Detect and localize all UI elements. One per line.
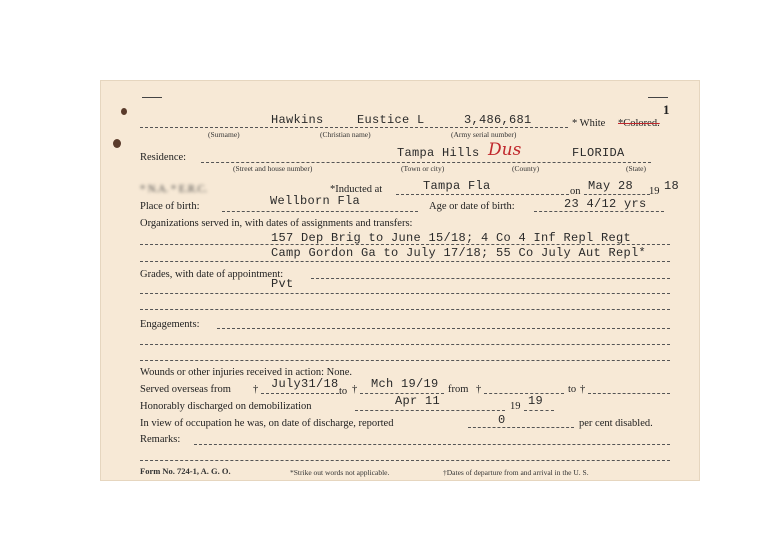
engagements-rule-2 bbox=[140, 344, 670, 345]
remarks-rule-1 bbox=[194, 444, 670, 445]
top-rule-right bbox=[648, 97, 668, 98]
age-line bbox=[534, 211, 664, 212]
caption-serial: (Army serial number) bbox=[451, 130, 517, 139]
form-number: Form No. 724-1, A. G. O. bbox=[140, 466, 231, 476]
serial-number-value: 3,486,681 bbox=[464, 113, 532, 127]
wounds-label: Wounds or other injuries received in action: None. bbox=[140, 367, 353, 378]
engagements-label: Engagements: bbox=[140, 319, 200, 330]
birth-line bbox=[222, 211, 418, 212]
birth-place-value: Wellborn Fla bbox=[270, 194, 361, 208]
residence-line bbox=[201, 162, 651, 163]
footnote-strike: *Strike out words not applicable. bbox=[290, 468, 390, 477]
disability-label: In view of occupation he was, on date of discharge, reported bbox=[140, 418, 394, 429]
overseas-dagger-2: † bbox=[352, 384, 358, 395]
discharge-label: Honorably discharged on demobilization bbox=[140, 401, 312, 412]
caption-surname: (Surname) bbox=[208, 130, 240, 139]
christian-name-value: Eustice L bbox=[357, 113, 425, 127]
inducted-date-line bbox=[584, 194, 650, 195]
organizations-rule-1 bbox=[140, 244, 670, 245]
overseas-to-label: to bbox=[339, 386, 348, 397]
organizations-line-1: 157 Dep Brig to June 15/18; 4 Co 4 Inf Repl Regt bbox=[271, 231, 632, 245]
organizations-line-2: Camp Gordon Ga to July 17/18; 55 Co July Aut Repl* bbox=[271, 246, 647, 260]
age-value: 23 4/12 yrs bbox=[564, 197, 647, 211]
caption-street: (Street and house number) bbox=[233, 164, 313, 173]
overseas-to-label-2: to bbox=[568, 384, 577, 395]
surname-value: Hawkins bbox=[271, 113, 324, 127]
engagements-rule-3 bbox=[140, 360, 670, 361]
birth-label: Place of birth: bbox=[140, 201, 200, 212]
overseas-from-line-2 bbox=[484, 393, 564, 394]
caption-town: (Town or city) bbox=[401, 164, 445, 173]
stain bbox=[121, 108, 127, 115]
organizations-label: Organizations served in, with dates of assignments and transfers: bbox=[140, 218, 413, 229]
card-number: 1 bbox=[663, 102, 670, 117]
stain bbox=[113, 139, 121, 148]
footnote-dates: †Dates of departure from and arrival in the U. S. bbox=[443, 468, 589, 477]
inducted-date-value: May 28 bbox=[588, 179, 634, 193]
age-label: Age or date of birth: bbox=[429, 201, 515, 212]
organizations-rule-2 bbox=[140, 261, 670, 262]
discharge-date-line bbox=[355, 410, 505, 411]
grades-rule-1 bbox=[311, 278, 670, 279]
overseas-from-value: July31/18 bbox=[271, 377, 339, 391]
inducted-year-value: 18 bbox=[664, 179, 680, 193]
grades-rule-2 bbox=[140, 293, 670, 294]
caption-county: (County) bbox=[512, 164, 540, 173]
caption-christian-name: (Christian name) bbox=[320, 130, 371, 139]
inducted-place-value: Tampa Fla bbox=[423, 179, 491, 193]
residence-label: Residence: bbox=[140, 152, 187, 163]
overseas-label: Served overseas from bbox=[140, 384, 231, 395]
overseas-to-value: Mch 19/19 bbox=[371, 377, 439, 391]
on-label: on bbox=[570, 186, 581, 197]
grades-rule-3 bbox=[140, 309, 670, 310]
caption-state: (State) bbox=[626, 164, 646, 173]
race-colored: *Colored. bbox=[618, 118, 660, 129]
disability-line bbox=[468, 427, 574, 428]
service-record-card bbox=[100, 80, 700, 481]
overseas-dagger-1: † bbox=[253, 384, 259, 395]
remarks-rule-2 bbox=[140, 460, 670, 461]
discharge-date-value: Apr 11 bbox=[395, 394, 441, 408]
overseas-dagger-3: † bbox=[476, 384, 482, 395]
overseas-to-line-2 bbox=[588, 393, 670, 394]
engagements-rule-1 bbox=[217, 328, 670, 329]
grades-label: Grades, with date of appointment: bbox=[140, 269, 284, 280]
town-value: Tampa Hills bbox=[397, 146, 480, 160]
disability-suffix: per cent disabled. bbox=[579, 418, 653, 429]
state-value: FLORIDA bbox=[572, 146, 625, 160]
year-prefix: 19 bbox=[649, 186, 660, 197]
overseas-from-line bbox=[261, 393, 339, 394]
discharge-year-prefix: 19 bbox=[510, 401, 521, 412]
inducted-label: *Inducted at bbox=[330, 184, 383, 195]
inducted-line bbox=[396, 194, 569, 195]
remarks-label: Remarks: bbox=[140, 434, 181, 445]
handwritten-county-mark: Dus bbox=[488, 140, 522, 160]
race-white: * White bbox=[572, 118, 606, 129]
name-line bbox=[140, 127, 568, 128]
inducted-prefix-obscured: * N.A. * E.R.C. bbox=[140, 184, 208, 195]
top-rule bbox=[142, 97, 162, 98]
overseas-dagger-4: † bbox=[580, 384, 586, 395]
discharge-year-value: 19 bbox=[528, 394, 544, 408]
disability-value: 0 bbox=[498, 413, 506, 427]
overseas-from-label-2: from bbox=[448, 384, 469, 395]
grades-value: Pvt bbox=[271, 277, 294, 291]
discharge-year-line bbox=[524, 410, 554, 411]
